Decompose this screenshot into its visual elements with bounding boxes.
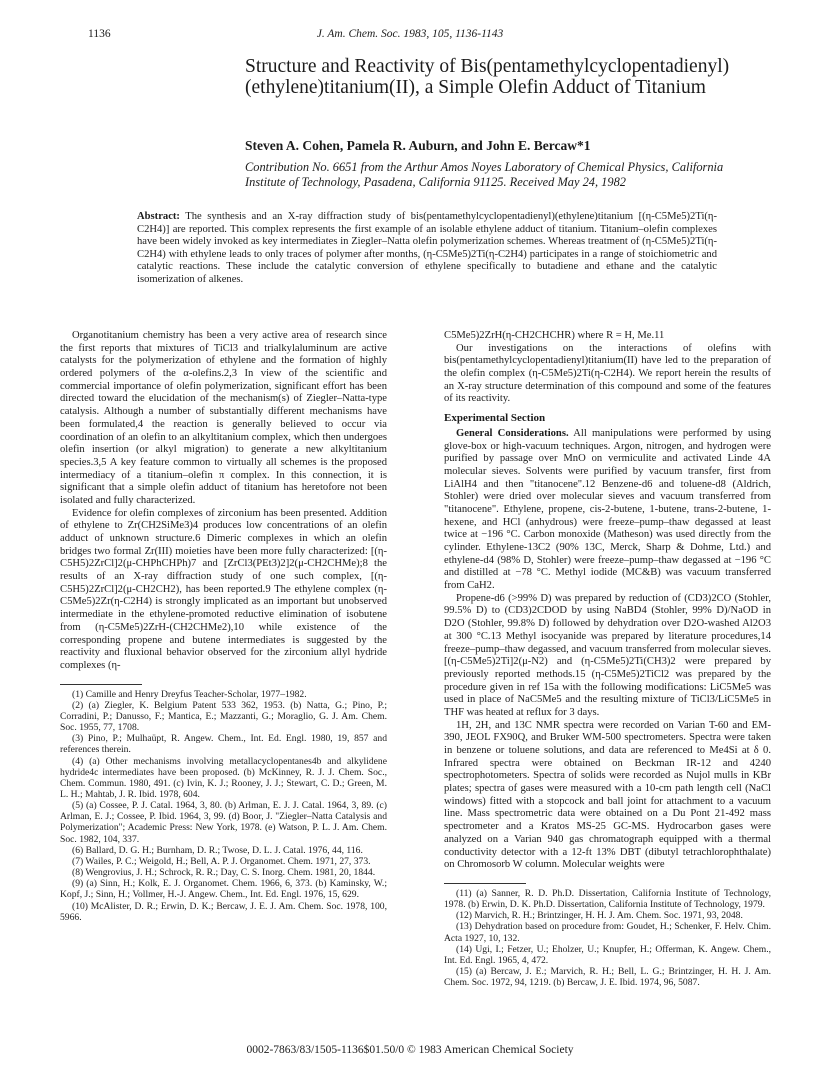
body-paragraph: C5Me5)2ZrH(η-CH2CHCHR) where R = H, Me.11 <box>444 330 665 341</box>
body-paragraph: Evidence for olefin complexes of zirconium has been presented. Addition of ethylene to Zr(CH2SiMe3)4 produces low concentrations of an olefin adduct of unknown structure.6 Dimeric complexes in which an olefin bridges two formal Zr(III) moieties have been more fully characterized: [(η-C5H5)2ZrCl]2(μ-CHPhCHPh)7 and [ZrCl3(PEt3)2]2(μ-CH2CHMe);8 the results of an X-ray diffraction study of one such complex, [(η-C5H5)2ZrCl]2(μ-CH2CH2), has been reported.9 The ethylene complex (η-C5Me5)2Zr(η-C2H4) is strongly implicated as an important but unobserved intermediate in the ethylene-promoted reductive elimination of isobutene from (η-C5Me5)2ZrH-(CH2CHMe2),10 while existence of the corresponding propene and butene intermediates is suggested by the reactivity and fluxional behavior observed for the zirconium allyl hydride complexes (η- <box>60 507 387 671</box>
footnote: (15) (a) Bercaw, J. E.; Marvich, R. H.; Bell, L. G.; Brintzinger, H. H. J. Am. Chem. Soc. 1972, 94, 1219. (b) Bercaw, J. E. Ibid. 1974, 96, 5087. <box>444 965 771 989</box>
footnote: (4) (a) Other mechanisms involving metallacyclopentanes4b and alkylidene hydride4c intermediates have been proposed. (b) McKinney, R. J. J. Chem. Soc., Chem. Commun. 1980, 491. (c) Ivin, K. J.; Rooney, J. J.; Stewart, C. D.; Green, M. L. H.; Mahtab, J. R. Ibid. 1978, 604. <box>60 755 387 800</box>
affiliation: Contribution No. 6651 from the Arthur Amos Noyes Laboratory of Chemical Physics, California Institute of Technology, Pasadena, California 91125. Received May 24, 1982 <box>245 160 724 189</box>
footnotes-right <box>444 888 771 988</box>
copyright-footer: 0002-7863/83/1505-1136$01.50/0 © 1983 American Chemical Society <box>246 1044 574 1056</box>
journal-citation: J. Am. Chem. Soc. 1983, 105, 1136-1143 <box>316 28 504 40</box>
footnote: (11) (a) Sanner, R. D. Ph.D. Dissertation, California Institute of Technology, 1978. (b) Erwin, D. K. Ph.D. Dissertation, California Institute of Technology, 1979. <box>444 887 771 911</box>
left-column <box>60 330 387 923</box>
footnote: (7) Wailes, P. C.; Weigold, H.; Bell, A. P. J. Organomet. Chem. 1971, 27, 373. <box>72 855 371 867</box>
body-paragraph: Propene-d6 (>99% D) was prepared by reduction of (CD3)2CO (Stohler, 99.5% D) to (CD3)2CDOD by using NaBD4 (Stohler, 99% D)/NaOD in D2O (Stohler, 99.8% D) followed by dehydration over D2O-washed Al2O3 at 300 °C.13 Methyl isocyanide was prepared by literature procedures,14 freeze–pump–thaw degassed, and vacuum transferred from molecular sieves. [(η-C5Me5)2Ti]2(μ-N2) and (η-C5Me5)2Ti(CH3)2 were prepared by previously reported methods.15 (η-C5Me5)2TiCl2 was prepared by the procedure given in ref 15a with the following modifications: LiC5Me5 was used in place of NaC5Me5 and the resulting mixture of TiCl3/LiC5Me5 in THF was heated at reflux for 3 days. <box>444 592 771 718</box>
footnote: (14) Ugi, I.; Fetzer, U.; Eholzer, U.; Knupfer, H.; Offerman, K. Angew. Chem., Int. Ed. Engl. 1965, 4, 472. <box>444 943 771 966</box>
abstract <box>137 211 717 287</box>
footnote: (6) Ballard, D. G. H.; Burnham, D. R.; Twose, D. L. J. Catal. 1976, 44, 116. <box>72 844 363 856</box>
footnote: (3) Pino, P.; Mulhaüpt, R. Angew. Chem., Int. Ed. Engl. 1980, 19, 857 and references therein. <box>60 733 387 756</box>
footnote: (1) Camille and Henry Dreyfus Teacher-Scholar, 1977–1982. <box>72 688 307 700</box>
body-paragraph: Organotitanium chemistry has been a very active area of research since the first reports that mixtures of TiCl3 and trialkylaluminum are active catalysts for the polymerization of ethylene and the formation of highly ordered polymers of the α-olefins.2,3 In view of the scientific and commercial importance of olefin polymerization, significant effort has been directed toward the elucidation of the mechanism(s) of Ziegler–Natta-type catalysis. Although a number of substantially different mechanisms have been formulated,4 the reaction is generally believed to occur via coordination of an olefin to an alkyltitanium complex, which then undergoes olefin insertion (or alkyl migration) to generate a new alkyltitanium species.3,5 A key feature common to virtually all schemes is the proposed intermediacy of a titanium–olefin π complex. In this connection, it is significant that a simple olefin adduct of titanium has heretofore not been isolated and fully characterized. <box>60 330 387 506</box>
footnote: (13) Dehydration based on procedure from: Goudet, H.; Schenker, F. Helv. Chim. Acta 1927, 10, 132. <box>444 921 771 944</box>
body-paragraph: 1H, 2H, and 13C NMR spectra were recorded on Varian T-60 and EM-390, JEOL FX90Q, and Bruker WM-500 spectrometers. Spectra were taken in benzene or toluene solutions, and data are referenced to Me4Si at δ 0. Infrared spectra were obtained on Beckman IR-12 and 4240 spectrophotometers. Spectra of solids were recorded as Nujol mulls in KBr plates; spectra of gases were measured with a 10-cm path length cell (NaCl windows) fitted with a stopcock and ball joint for attachment to a vacuum line. Mass spectrometric data were obtained on a Du Pont 21-492 mass spectrometer and a Kratos MS-25 GC-MS. Hydrocarbon gases were analyzed on a Varian 940 gas chromatograph equipped with a thermal conductivity detector with a 12-ft 13% DBT (dibutyl tetrachlorophthalate) on Chromosorb W column. Molecular weights were <box>444 719 771 871</box>
page-number: 1136 <box>88 28 111 40</box>
footnote: (2) (a) Ziegler, K. Belgium Patent 533 362, 1953. (b) Natta, G.; Pino, P.; Corradini, P.; Danusso, F.; Mantica, E.; Mazzanti, G.; Moraglio, G. J. Am. Chem. Soc. 1955, 77, 1708. <box>60 699 387 734</box>
paragraph-text: All manipulations were performed by using glove-box or high-vacuum techniques. Argon, nitrogen, and hydrogen were purified by passage over MnO on vermiculite and activated Linde 4A molecular sieves. Solvents were purified by vacuum transfer, first from LiAlH4 and then "titanocene".12 Benzene-d6 and toluene-d8 (Aldrich, Stohler) were dried over molecular sieves and vacuum transferred from "titanocene". Ethylene, propene, cis-2-butene, 1-butene, trans-2-butene, 1-hexene, and HCl (anhydrous) were freeze–pump–thaw degassed at least twice at −196 °C. Carbon monoxide (Matheson) was used directly from the cylinder. Ethylene-13C2 (90% 13C, Merck, Sharp & Dohme, Ltd.) and ethylene-d4 (98% D, Stohler) were freeze–pump–thaw degassed at −196 °C and distilled at −78 °C. Methyl iodide (MC&B) was vacuum transferred from CaH2. <box>444 427 771 592</box>
footnote: (9) (a) Sinn, H.; Kolk, E. J. Organomet. Chem. 1966, 6, 373. (b) Kaminsky, W.; Kopf, J.; Sinn, H.; Vollmer, H.-J. Angew. Chem., Int. Ed. Engl. 1976, 15, 629. <box>60 878 387 901</box>
article-title: Structure and Reactivity of Bis(pentamethylcyclopentadienyl)(ethylene)titanium(II), a Simple Olefin Adduct of Titanium <box>245 56 730 98</box>
body-paragraph <box>444 428 771 593</box>
subheading: General Considerations. <box>456 427 569 439</box>
footnote: (5) (a) Cossee, P. J. Catal. 1964, 3, 80. (b) Arlman, E. J. J. Catal. 1964, 3, 89. (c) Arlman, E. J.; Cossee, P. Ibid. 1964, 3, 99. (d) Boor, J. "Ziegler–Natta Catalysis and Polymerization"; Academic Press: New York, 1978. (e) Watson, P. L. J. Am. Chem. Soc. 1982, 104, 337. <box>60 800 387 845</box>
abstract-text: The synthesis and an X-ray diffraction study of bis(pentamethylcyclopentadienyl)(ethylene)titanium [(η-C5Me5)2Ti(η-C2H4)] are reported. This complex represents the first example of an isolable ethylene adduct of titanium. Titanium–olefin complexes have been widely invoked as key intermediates in Ziegler–Natta olefin polymerization schemes. Whereas treatment of (η-C5Me5)2Ti(η-C2H4) with ethylene leads to only traces of polymer after months, (η-C5Me5)2Ti(η-C2H4) participates in a range of stoichiometric and catalytic reactions. These include the catalytic conversion of ethylene specifically to butadiene and ethane and the catalytic isomerization of alkenes. <box>137 211 717 285</box>
footnote-divider <box>60 684 142 685</box>
abstract-label: Abstract: <box>137 211 180 222</box>
footnote: (12) Marvich, R. H.; Brintzinger, H. H. J. Am. Chem. Soc. 1971, 93, 2048. <box>456 910 743 922</box>
footnote: (10) McAlister, D. R.; Erwin, D. K.; Bercaw, J. E. J. Am. Chem. Soc. 1978, 100, 5966. <box>60 900 387 923</box>
section-heading: Experimental Section <box>444 412 546 425</box>
right-column <box>444 330 771 988</box>
footnotes-left <box>60 689 387 923</box>
body-paragraph: Our investigations on the interactions of olefins with bis(pentamethylcyclopentadienyl)titanium(II) have led to the preparation of the olefin complex (η-C5Me5)2Ti(η-C2H4). We report herein the results of an X-ray structure determination of this compound and some of the features of its reactivity. <box>444 342 771 405</box>
author-list: Steven A. Cohen, Pamela R. Auburn, and John E. Bercaw*1 <box>245 138 591 153</box>
footnote: (8) Wengrovius, J. H.; Schrock, R. R.; Day, C. S. Inorg. Chem. 1981, 20, 1844. <box>72 867 376 879</box>
footnote-divider <box>444 883 526 884</box>
